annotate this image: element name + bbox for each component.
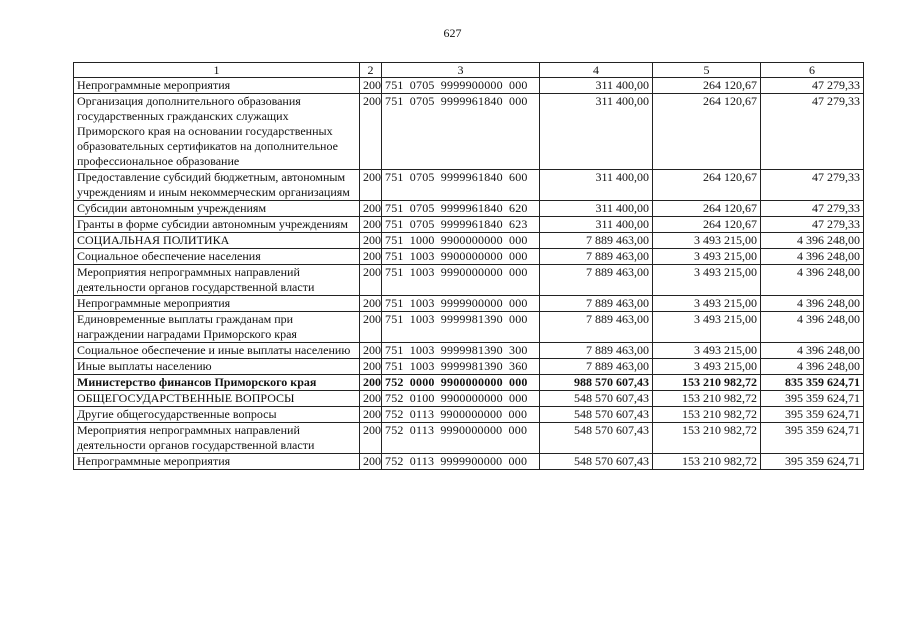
row-col2-cell: 200 — [360, 407, 382, 423]
row-code-cell: 751 1003 9999981390 300 — [382, 343, 540, 359]
row-value-approved-cell: 311 400,00 — [540, 94, 653, 170]
row-value-remaining-cell: 47 279,33 — [761, 170, 864, 201]
row-value-approved-cell: 7 889 463,00 — [540, 265, 653, 296]
row-col2-cell: 200 — [360, 78, 382, 94]
row-value-approved-cell: 7 889 463,00 — [540, 296, 653, 312]
table-row — [74, 359, 864, 375]
row-value-remaining-cell: 47 279,33 — [761, 78, 864, 94]
row-name-cell: Субсидии автономным учреждениям — [74, 201, 360, 217]
table-row — [74, 296, 864, 312]
row-value-approved-cell: 548 570 607,43 — [540, 423, 653, 454]
table-row — [74, 423, 864, 454]
table-row — [74, 170, 864, 201]
row-col2-cell: 200 — [360, 359, 382, 375]
row-value-approved-cell: 311 400,00 — [540, 78, 653, 94]
row-value-remaining-cell: 4 396 248,00 — [761, 296, 864, 312]
row-value-executed-cell: 153 210 982,72 — [653, 375, 761, 391]
row-value-approved-cell: 988 570 607,43 — [540, 375, 653, 391]
header-col-4: 4 — [540, 63, 653, 78]
row-value-remaining-cell: 4 396 248,00 — [761, 312, 864, 343]
page-number: 627 — [443, 26, 462, 40]
row-value-approved-cell: 311 400,00 — [540, 217, 653, 233]
row-col2-cell: 200 — [360, 233, 382, 249]
row-value-remaining-cell: 4 396 248,00 — [761, 343, 864, 359]
row-name-cell: Предоставление субсидий бюджетным, автономным учреждениям и иным некоммерческим организациям — [74, 170, 360, 201]
row-value-remaining-cell: 395 359 624,71 — [761, 391, 864, 407]
header-col-6: 6 — [761, 63, 864, 78]
row-col2-cell: 200 — [360, 454, 382, 470]
table-row — [74, 78, 864, 94]
row-value-remaining-cell: 835 359 624,71 — [761, 375, 864, 391]
row-name-cell: Мероприятия непрограммных направлений деятельности органов государственной власти — [74, 423, 360, 454]
row-code-cell: 751 1003 9999981390 000 — [382, 312, 540, 343]
row-value-executed-cell: 153 210 982,72 — [653, 407, 761, 423]
header-row — [74, 63, 864, 78]
row-value-executed-cell: 3 493 215,00 — [653, 343, 761, 359]
row-code-cell: 752 0000 9900000000 000 — [382, 375, 540, 391]
row-value-executed-cell: 3 493 215,00 — [653, 233, 761, 249]
row-value-executed-cell: 264 120,67 — [653, 94, 761, 170]
row-name-cell: Мероприятия непрограммных направлений деятельности органов государственной власти — [74, 265, 360, 296]
row-value-executed-cell: 264 120,67 — [653, 217, 761, 233]
header-col-1: 1 — [74, 63, 360, 78]
row-name-cell: Непрограммные мероприятия — [74, 78, 360, 94]
row-name-cell: Иные выплаты населению — [74, 359, 360, 375]
row-value-remaining-cell: 4 396 248,00 — [761, 233, 864, 249]
row-value-remaining-cell: 4 396 248,00 — [761, 249, 864, 265]
table-body — [74, 78, 864, 470]
row-code-cell: 751 0705 9999961840 623 — [382, 217, 540, 233]
row-code-cell: 752 0100 9900000000 000 — [382, 391, 540, 407]
row-value-approved-cell: 548 570 607,43 — [540, 407, 653, 423]
row-name-cell: Организация дополнительного образования государственных гражданских служащих Приморского края на основании государственных образовательных сертификатов на дополнительное профессиональное образование — [74, 94, 360, 170]
row-col2-cell: 200 — [360, 201, 382, 217]
table-row — [74, 343, 864, 359]
row-value-approved-cell: 7 889 463,00 — [540, 312, 653, 343]
row-value-approved-cell: 7 889 463,00 — [540, 343, 653, 359]
row-col2-cell: 200 — [360, 375, 382, 391]
table-row — [74, 375, 864, 391]
table-row — [74, 94, 864, 170]
row-code-cell: 751 1003 9999900000 000 — [382, 296, 540, 312]
row-col2-cell: 200 — [360, 343, 382, 359]
row-col2-cell: 200 — [360, 312, 382, 343]
row-value-executed-cell: 3 493 215,00 — [653, 359, 761, 375]
row-value-remaining-cell: 47 279,33 — [761, 201, 864, 217]
row-value-approved-cell: 7 889 463,00 — [540, 359, 653, 375]
row-name-cell: Единовременные выплаты гражданам при награждении наградами Приморского края — [74, 312, 360, 343]
row-col2-cell: 200 — [360, 296, 382, 312]
row-name-cell: Гранты в форме субсидии автономным учреждениям — [74, 217, 360, 233]
row-value-remaining-cell: 47 279,33 — [761, 94, 864, 170]
row-value-executed-cell: 153 210 982,72 — [653, 454, 761, 470]
row-col2-cell: 200 — [360, 170, 382, 201]
row-value-executed-cell: 264 120,67 — [653, 170, 761, 201]
row-value-remaining-cell: 395 359 624,71 — [761, 423, 864, 454]
table-row — [74, 201, 864, 217]
row-col2-cell: 200 — [360, 217, 382, 233]
table-row — [74, 249, 864, 265]
table-row — [74, 391, 864, 407]
budget-table — [73, 62, 864, 470]
row-name-cell: Другие общегосударственные вопросы — [74, 407, 360, 423]
row-value-approved-cell: 548 570 607,43 — [540, 391, 653, 407]
header-col-2: 2 — [360, 63, 382, 78]
row-value-executed-cell: 153 210 982,72 — [653, 391, 761, 407]
row-value-executed-cell: 3 493 215,00 — [653, 265, 761, 296]
row-col2-cell: 200 — [360, 423, 382, 454]
row-code-cell: 751 1003 9990000000 000 — [382, 265, 540, 296]
row-code-cell: 751 0705 9999961840 620 — [382, 201, 540, 217]
header-col-3: 3 — [382, 63, 540, 78]
row-name-cell: СОЦИАЛЬНАЯ ПОЛИТИКА — [74, 233, 360, 249]
row-value-approved-cell: 7 889 463,00 — [540, 233, 653, 249]
table-row — [74, 265, 864, 296]
row-name-cell: Социальное обеспечение и иные выплаты населению — [74, 343, 360, 359]
row-code-cell: 751 0705 9999961840 000 — [382, 94, 540, 170]
row-value-remaining-cell: 4 396 248,00 — [761, 265, 864, 296]
row-value-executed-cell: 264 120,67 — [653, 78, 761, 94]
row-code-cell: 752 0113 9990000000 000 — [382, 423, 540, 454]
row-name-cell: ОБЩЕГОСУДАРСТВЕННЫЕ ВОПРОСЫ — [74, 391, 360, 407]
row-value-executed-cell: 3 493 215,00 — [653, 312, 761, 343]
row-value-executed-cell: 264 120,67 — [653, 201, 761, 217]
row-value-executed-cell: 3 493 215,00 — [653, 249, 761, 265]
table-row — [74, 312, 864, 343]
row-value-approved-cell: 311 400,00 — [540, 170, 653, 201]
row-value-remaining-cell: 4 396 248,00 — [761, 359, 864, 375]
row-value-remaining-cell: 395 359 624,71 — [761, 407, 864, 423]
row-value-approved-cell: 548 570 607,43 — [540, 454, 653, 470]
row-col2-cell: 200 — [360, 249, 382, 265]
row-code-cell: 751 1003 9900000000 000 — [382, 249, 540, 265]
row-value-executed-cell: 153 210 982,72 — [653, 423, 761, 454]
table-row — [74, 454, 864, 470]
row-code-cell: 752 0113 9999900000 000 — [382, 454, 540, 470]
row-value-approved-cell: 311 400,00 — [540, 201, 653, 217]
row-name-cell: Непрограммные мероприятия — [74, 296, 360, 312]
row-code-cell: 751 1000 9900000000 000 — [382, 233, 540, 249]
row-value-remaining-cell: 395 359 624,71 — [761, 454, 864, 470]
row-col2-cell: 200 — [360, 265, 382, 296]
row-code-cell: 751 0705 9999961840 600 — [382, 170, 540, 201]
row-col2-cell: 200 — [360, 391, 382, 407]
table-row — [74, 217, 864, 233]
table-row — [74, 233, 864, 249]
row-code-cell: 751 0705 9999900000 000 — [382, 78, 540, 94]
row-name-cell: Непрограммные мероприятия — [74, 454, 360, 470]
table-row — [74, 407, 864, 423]
row-name-cell: Социальное обеспечение населения — [74, 249, 360, 265]
header-col-5: 5 — [653, 63, 761, 78]
row-value-approved-cell: 7 889 463,00 — [540, 249, 653, 265]
row-code-cell: 752 0113 9900000000 000 — [382, 407, 540, 423]
row-value-remaining-cell: 47 279,33 — [761, 217, 864, 233]
row-value-executed-cell: 3 493 215,00 — [653, 296, 761, 312]
row-col2-cell: 200 — [360, 94, 382, 170]
row-name-cell: Министерство финансов Приморского края — [74, 375, 360, 391]
row-code-cell: 751 1003 9999981390 360 — [382, 359, 540, 375]
